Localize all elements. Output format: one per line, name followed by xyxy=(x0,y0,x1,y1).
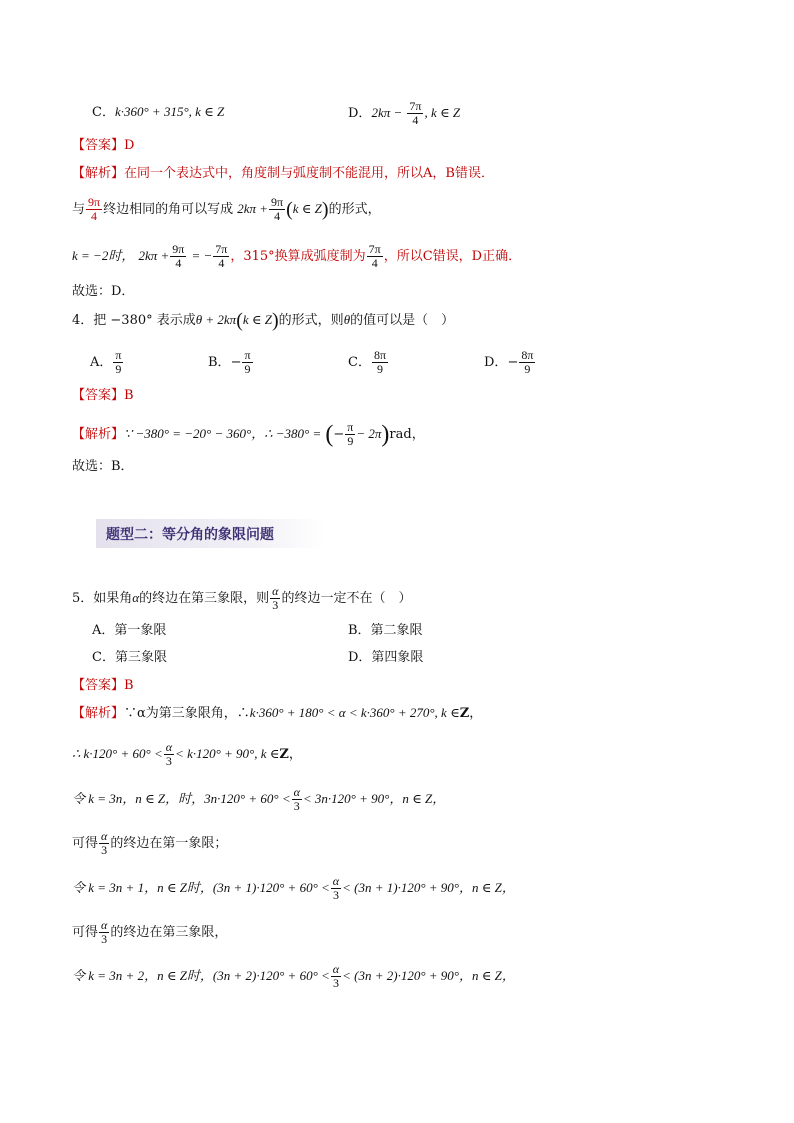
q3-option-c xyxy=(92,103,224,122)
q4-answer: 【答案】B xyxy=(72,388,134,403)
q5-option-a: A．第一象限 xyxy=(92,623,167,638)
q4-option-c: C． $\frac{8\pi}{9}$ xyxy=(348,348,387,376)
q5-analysis-line1: 【解析】∵α为第三象限角，∴k·360° + 180° < α < k·360° + 270°, k ∈Z， xyxy=(72,705,483,721)
q3-answer: 【答案】D xyxy=(72,138,135,153)
q5-analysis-line3: 令 k = 3n，n ∈ Z，时，3n·120° + 60° < $\frac{\alpha}{3}$ < 3n·120° + 90°，n ∈ Z， xyxy=(72,785,446,813)
q5-analysis-line2: ∴ k·120° + 60° < $\frac{\alpha}{3}$ < k·120° + 90°, k ∈Z， xyxy=(72,740,302,768)
q5-analysis-line5: 令 k = 3n + 1，n ∈ Z时，(3n + 1)·120° + 60° < $\frac{\alpha}{3}$ < (3n + 1)·120° + 90°，n ∈ Z， xyxy=(72,874,515,902)
q3-conclusion: 故选：D． xyxy=(72,284,135,299)
q4-analysis: 【解析】∵ −380° = −20° − 360°，∴ −380° = (− $\frac{\pi}{9}$ − 2π)rad， xyxy=(72,420,425,448)
q4-option-d: D．− $\frac{8\pi}{9}$ xyxy=(484,348,534,376)
analysis-label: 【解析】 xyxy=(72,706,125,721)
q4-option-b: B．− $\frac{\pi}{9}$ xyxy=(208,348,251,376)
analysis-label: 【解析】 xyxy=(72,166,125,181)
q4-conclusion: 故选：B． xyxy=(72,459,134,474)
q5-analysis-line4: 可得 $\frac{\alpha}{3}$ 的终边在第一象限； xyxy=(72,829,228,857)
q5-option-b: B．第二象限 xyxy=(348,623,423,638)
q4-option-a: A． $\frac{\pi}{9}$ xyxy=(90,348,122,376)
section-heading xyxy=(96,519,324,548)
q4-stem: 4．把 −380° 表示成θ + 2kπ(k ∈ Z)的形式，则θ的值可以是（ ） xyxy=(72,309,455,332)
q3-analysis-line2: 与 $\frac{9\pi}{4}$ 终边相同的角可以写成 2kπ + $\frac{9\pi}{4}$ (k ∈ Z)的形式， xyxy=(72,195,381,223)
q3-analysis-line1: 【解析】在同一个表达式中，角度制与弧度制不能混用，所以A，B错误． xyxy=(72,166,494,181)
q3-option-c-label: C． xyxy=(92,105,115,120)
analysis-label: 【解析】 xyxy=(72,427,125,442)
q3-option-d xyxy=(348,100,460,127)
q5-analysis-line6: 可得 $\frac{\alpha}{3}$ 的终边在第三象限， xyxy=(72,918,228,946)
q5-stem: 5．如果角α的终边在第三象限，则 $\frac{\alpha}{3}$ 的终边一定不在（ ） xyxy=(72,584,412,612)
q3-option-c-expr: k·360° + 315°, k ∈ Z xyxy=(114,104,225,119)
q3-option-d-label: D． xyxy=(348,106,372,121)
q5-answer: 【答案】B xyxy=(72,678,134,693)
q5-analysis-line7: 令 k = 3n + 2，n ∈ Z时，(3n + 2)·120° + 60° < $\frac{\alpha}{3}$ < (3n + 2)·120° + 90°，n ∈ Z， xyxy=(72,962,515,990)
q3-option-d-fraction: $\frac{7\pi}{4}$ xyxy=(409,99,422,127)
q3-analysis-line3: k = −2时， 2kπ + $\frac{9\pi}{4}$ = − $\frac{7\pi}{4}$ ，315°换算成弧度制为 $\frac{7\pi}{4}$ ，所以C错误，D正确． xyxy=(72,242,522,270)
q5-option-c: C．第三象限 xyxy=(92,650,167,665)
q5-option-d: D．第四象限 xyxy=(348,650,424,665)
fraction: $\frac{9\pi}{4}$ xyxy=(271,195,284,223)
q3-option-d-expr-prefix: 2kπ − xyxy=(371,105,403,120)
q3-option-d-expr-suffix: , k ∈ Z xyxy=(424,105,461,120)
section-heading-text: 题型二：等分角的象限问题 xyxy=(106,527,274,543)
fraction: $\frac{9\pi}{4}$ xyxy=(88,195,101,223)
